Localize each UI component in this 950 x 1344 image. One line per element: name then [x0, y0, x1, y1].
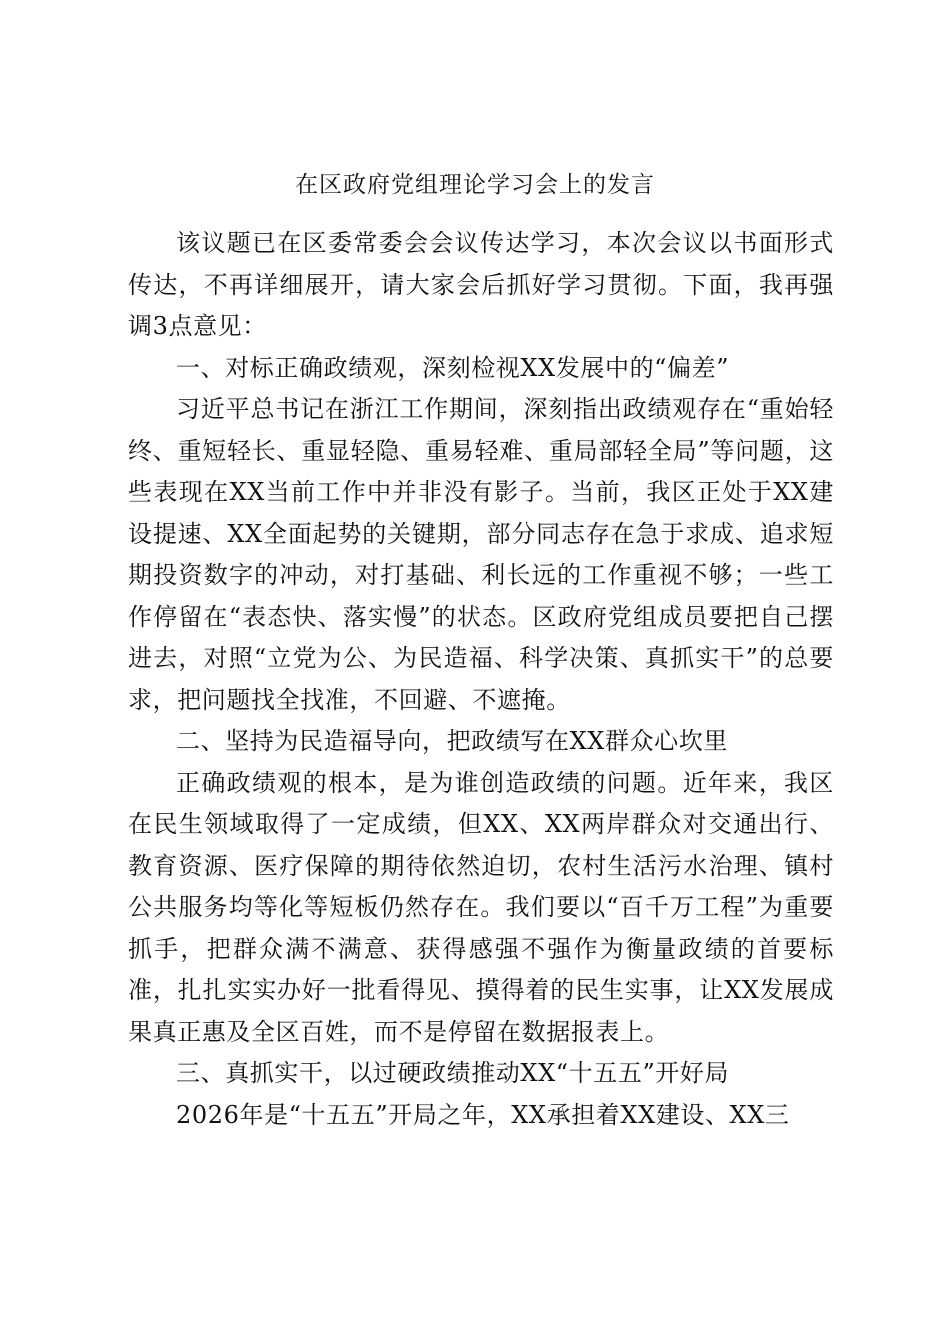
section-2-heading: 二、坚持为民造福导向，把政绩写在XX群众心坎里	[176, 727, 728, 755]
document-title: 在区政府党组理论学习会上的发言	[295, 172, 655, 198]
section-1-heading: 一、对标正确政绩观，深刻检视XX发展中的“偏差”	[176, 353, 730, 382]
document-body	[128, 223, 834, 1136]
section-2-paragraph: 正确政绩观的根本，是为谁创造政绩的问题。近年来，我区在民生领域取得了一定成绩，但XX、XX两岸群众对交通出行、教育资源、医疗保障的期待依然迫切，农村生活污水治理、镇村公共服务均等化等短板仍然存在。我们要以“百千万工程”为重要抓手，把群众满不满意、获得感强不强作为衡量政绩的首要标准，扎扎实实办好一批看得见、摸得着的民生实事，让XX发展成果真正惠及全区百姓，而不是停留在数据报表上。	[128, 768, 834, 1046]
section-3-heading: 三、真抓实干，以过硬政绩推动XX“十五五”开好局	[176, 1059, 730, 1087]
section-3-paragraph: 2026年是“十五五”开局之年，XX承担着XX建设、XX三	[176, 1100, 790, 1129]
section-1-paragraph: 习近平总书记在浙江工作期间，深刻指出政绩观存在“重始轻终、重短轻长、重显轻隐、重易轻难、重局部轻全局”等问题，这些表现在XX当前工作中并非没有影子。当前，我区正处于XX建设提速、XX全面起势的关键期，部分同志存在急于求成、追求短期投资数字的冲动，对打基础、利长远的工作重视不够；一些工作停留在“表态快、落实慢”的状态。区政府党组成员要把自己摆进去，对照“立党为公、为民造福、科学决策、真抓实干”的总要求，把问题找全找准，不回避、不遮掩。	[128, 395, 834, 714]
intro-paragraph: 该议题已在区委常委会会议传达学习，本次会议以书面形式传达，不再详细展开，请大家会后抓好学习贯彻。下面，我再强调3点意见：	[128, 229, 834, 340]
